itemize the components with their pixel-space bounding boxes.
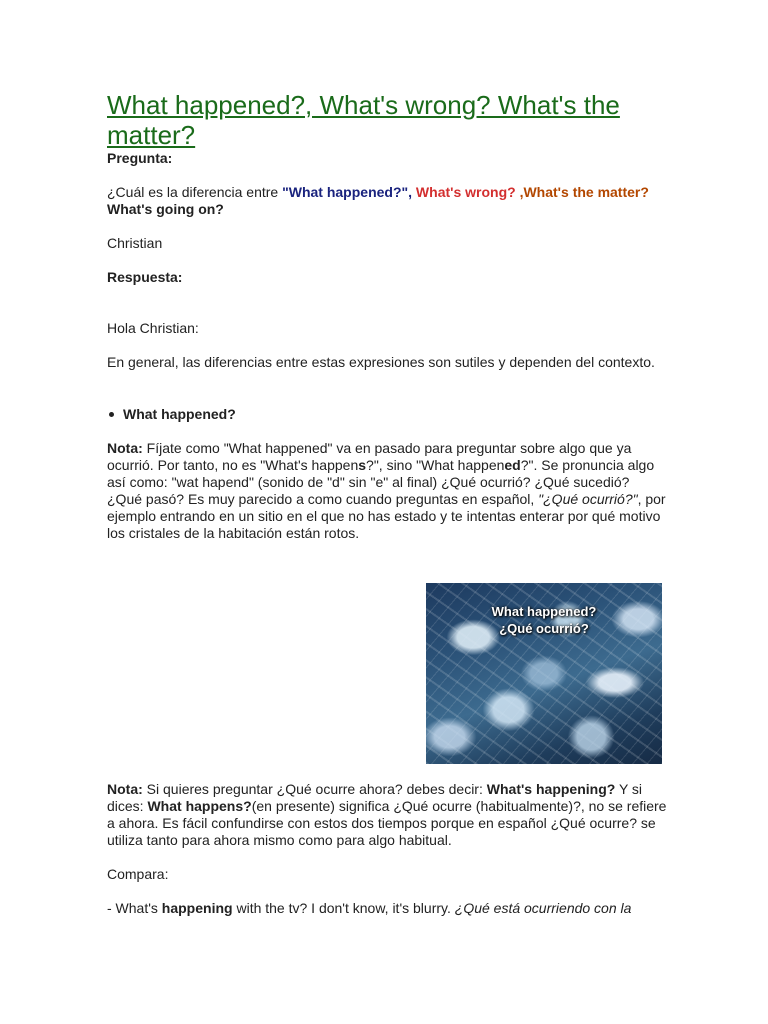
nota-text: ?", sino "What happen [366, 457, 505, 473]
document-body [107, 90, 667, 542]
pregunta-label: Pregunta: [107, 150, 173, 166]
nota-label: Nota: [107, 440, 143, 456]
question-intro: ¿Cuál es la diferencia entre [107, 184, 283, 200]
photo-caption-line-2: ¿Qué ocurrió? [499, 621, 589, 636]
nota-bold-what-happens: What happens? [147, 798, 252, 814]
compara-label: Compara: [107, 866, 169, 882]
example-bold: happening [161, 900, 233, 916]
nota-bold-s: s [358, 457, 367, 473]
nota-paragraph-2 [107, 781, 667, 849]
question-separator: , [515, 184, 524, 200]
example-italic: ¿Qué está ocurriendo con la [454, 900, 632, 916]
nota-text: (en presente) significa ¿Qué ocurre (habitualmente)?, no se refiere a ahora. Es fácil confundirse con estos dos tiempos porque en español ¿Qué ocurre? se utiliza tanto para ahora mismo como para algo habitual. [107, 798, 667, 848]
nota-bold-ed: ed [504, 457, 521, 473]
nota-label: Nota: [107, 781, 143, 797]
question-whats-the-matter: What's the matter? [523, 184, 649, 200]
example-line [107, 900, 667, 917]
example-text: with the tv? I don't know, it's blurry. [232, 900, 455, 916]
nota-text: ?". Se pronuncia algo así como: "wat hapend" (sonido de "d" sin "e" al final) ¿Qué ocurrió? ¿Qué sucedió? ¿Qué pasó? Es muy parecido a como cuando preguntas en español, [107, 457, 655, 507]
nota-paragraph-1 [107, 440, 667, 542]
page-title[interactable]: What happened?, What's wrong? What's the matter? [107, 90, 620, 150]
nota-bold-whats-happening: What's happening? [486, 781, 616, 797]
general-paragraph: En general, las diferencias entre estas expresiones son sutiles y dependen del contexto. [107, 354, 655, 370]
question-what-happened: "What happened?", [282, 184, 413, 200]
document-body-continued [107, 781, 667, 917]
nota-text: Y si dices: [107, 781, 643, 814]
nota-text: Si quieres preguntar ¿Qué ocurre ahora? debes decir: [142, 781, 487, 797]
nota-text: Fíjate como "What happened" va en pasado para preguntar sobre algo que ya ocurrió. Por tanto, no es "What's happen [107, 440, 632, 473]
bullet-dot [109, 412, 114, 417]
question-whats-going-on: What's going on? [107, 201, 224, 217]
example-text: - What's [107, 900, 162, 916]
question-paragraph [107, 184, 667, 218]
bullet-label: What happened? [123, 406, 236, 422]
bullet-what-happened [107, 406, 667, 423]
photo-caption-line-1: What happened? [491, 604, 597, 619]
nota-italic: "¿Qué ocurrió?" [538, 491, 638, 507]
broken-glass-photo [426, 583, 662, 764]
respuesta-label: Respuesta: [107, 269, 183, 285]
nota-text: , por ejemplo entrando en un sitio en el que no has estado y te intentas enterar por qué motivo los cristales de la habitación están rotos. [107, 491, 666, 541]
greeting: Hola Christian: [107, 320, 199, 336]
question-whats-wrong: What's wrong? [415, 184, 516, 200]
author-name: Christian [107, 235, 163, 251]
